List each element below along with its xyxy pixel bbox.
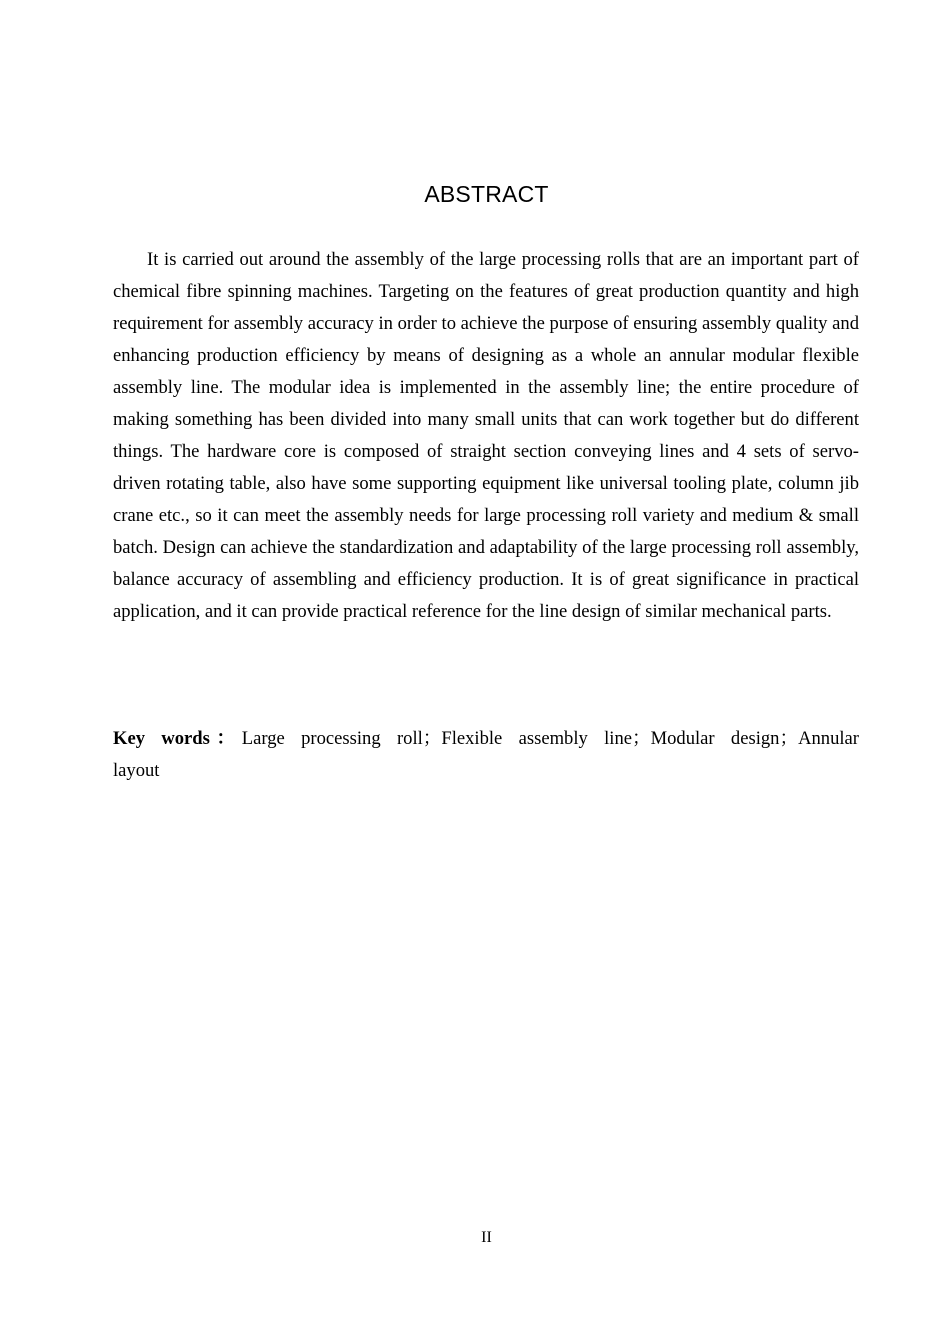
abstract-paragraph: It is carried out around the assembly of the large processing rolls that are an important part of chemical fibre spinning machines. Targeting on the features of great production quantity and high requirement for assembly accuracy in order to achieve the purpose of ensuring assembly quality and enhancing production efficiency by means of designing as a whole an annular modular flexible assembly line. The modular idea is implemented in the assembly line; the entire procedure of making something has been divided into many small units that can work together but do different things. The hardware core is composed of straight section conveying lines and 4 sets of servo-driven rotating table, also have some supporting equipment like universal tooling plate, column jib crane etc., so it can meet the assembly needs for large processing roll variety and medium & small batch. Design can achieve the standardization and adaptability of the large processing roll assembly, balance accuracy of assembling and efficiency production. It is of great significance in practical application, and it can provide practical reference for the line design of similar mechanical parts. — [113, 249, 859, 622]
keywords-label: Key words： — [113, 728, 242, 749]
keywords-line — [113, 723, 859, 787]
abstract-title: ABSTRACT — [424, 181, 549, 207]
keywords-text: Large processing roll；Flexible assembly line；Modular design；Annular layout — [113, 728, 859, 781]
page-number: II — [481, 1229, 492, 1246]
